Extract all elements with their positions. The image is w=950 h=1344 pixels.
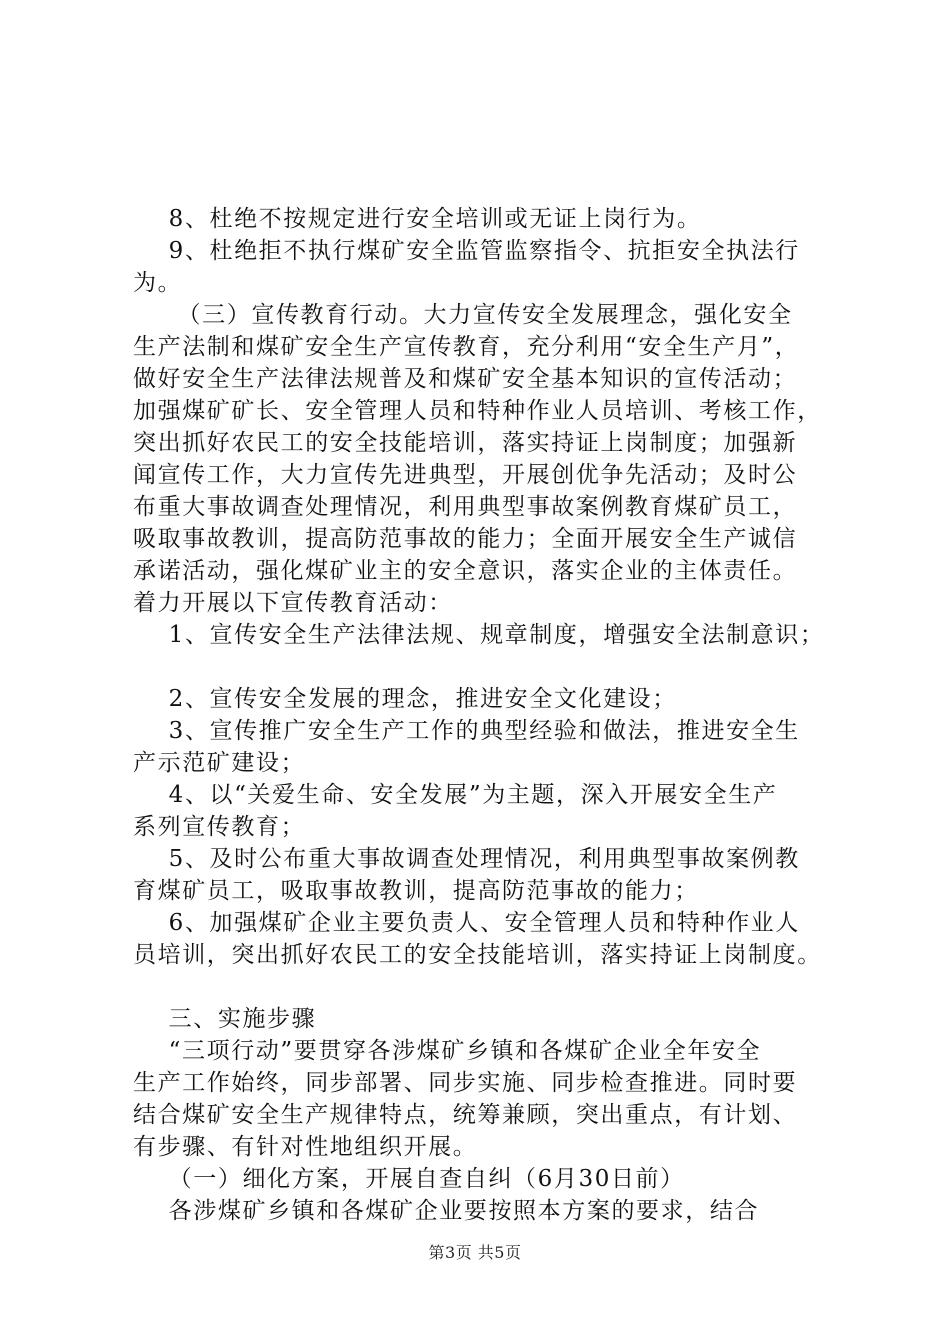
list-item-line: 3、宣传推广安全生产工作的典型经验和做法，推进安全生 [133, 718, 800, 744]
body-line: 吸取事故教训，提高防范事故的能力；全面开展安全生产诚信 [133, 526, 798, 552]
list-item-line: 6、加强煤矿企业主要负责人、安全管理人员和特种作业人 [133, 910, 800, 936]
body-line: “三项行动”要贯穿各涉煤矿乡镇和各煤矿企业全年安全 [133, 1038, 762, 1064]
body-line: 加强煤矿矿长、安全管理人员和特种作业人员培训、考核工作， [133, 398, 822, 424]
body-line: 承诺活动，强化煤矿业主的安全意识，落实企业的主体责任。 [133, 558, 798, 584]
body-line: 布重大事故调查处理情况，利用典型事故案例教育煤矿员工， [133, 494, 798, 520]
list-item-line: 1、宣传安全生产法律法规、规章制度，增强安全法制意识； [133, 622, 825, 648]
body-line: 闻宣传工作，大力宣传先进典型，开展创优争先活动；及时公 [133, 462, 798, 488]
body-line: 结合煤矿安全生产规律特点，统筹兼顾，突出重点，有计划、 [133, 1102, 798, 1128]
body-line: 突出抓好农民工的安全技能培训，落实持证上岗制度；加强新 [133, 430, 798, 456]
blank-line [133, 971, 853, 1003]
document-body [133, 203, 853, 1227]
body-line: 各涉煤矿乡镇和各煤矿企业要按照本方案的要求，结合 [133, 1198, 760, 1224]
body-line: 8、杜绝不按规定进行安全培训或无证上岗行为。 [133, 206, 702, 232]
blank-line [133, 651, 853, 683]
list-item-line: 4、以“关爱生命、安全发展”为主题，深入开展安全生产 [133, 782, 778, 808]
body-line: 着力开展以下宣传教育活动： [133, 590, 453, 616]
body-line: 系列宣传教育； [133, 814, 306, 840]
body-line: 生产工作始终，同步部署、同步实施、同步检查推进。同时要 [133, 1070, 798, 1096]
subsection-heading-line: （一）细化方案，开展自查自纠（6月30日前） [133, 1166, 685, 1192]
section-heading-line: 三、实施步骤 [133, 1006, 317, 1032]
body-line: 做好安全生产法律法规普及和煤矿安全基本知识的宣传活动； [133, 366, 798, 392]
page-number-footer: 第3页 共5页 [428, 1243, 522, 1262]
section-heading-line: （三）宣传教育行动。大力宣传安全发展理念，强化安全 [133, 302, 793, 328]
list-item-line: 5、及时公布重大事故调查处理情况，利用典型事故案例教 [133, 846, 800, 872]
body-line: 有步骤、有针对性地组织开展。 [133, 1134, 478, 1160]
body-line: 为。 [133, 270, 183, 296]
body-line: 产示范矿建设； [133, 750, 306, 776]
body-line: 员培训，突出抓好农民工的安全技能培训，落实持证上岗制度。 [133, 942, 822, 968]
body-line: 生产法制和煤矿安全生产宣传教育，充分利用“安全生产月”， [133, 334, 800, 360]
list-item-line: 2、宣传安全发展的理念，推进安全文化建设； [133, 686, 677, 712]
body-line: 育煤矿员工，吸取事故教训，提高防范事故的能力； [133, 878, 699, 904]
body-line: 9、杜绝拒不执行煤矿安全监管监察指令、抗拒安全执法行 [133, 238, 800, 264]
